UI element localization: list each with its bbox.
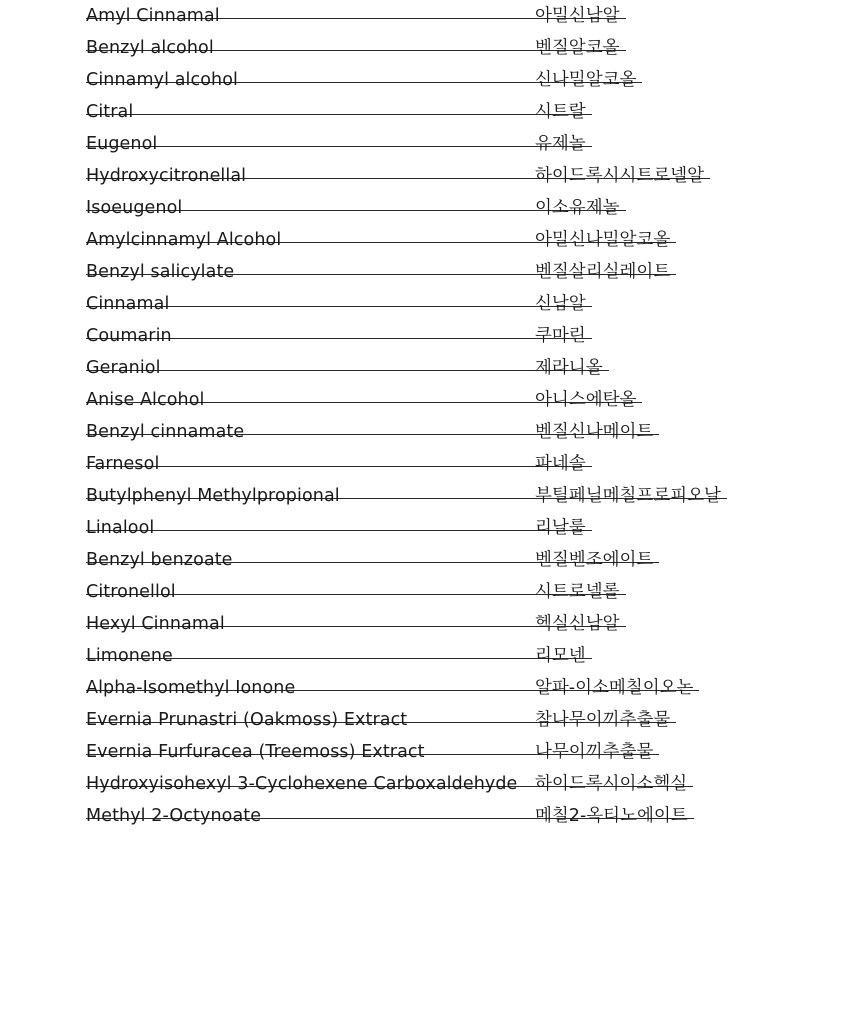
ingredient-row — [0, 352, 860, 384]
ingredient-row — [0, 448, 860, 480]
ingredient-english-name: Hexyl Cinnamal — [86, 614, 225, 634]
ingredient-korean-name: 부틸페닐메칠프로피오날 — [535, 486, 721, 506]
ingredient-english-name: Citral — [86, 102, 134, 122]
ingredient-row — [0, 256, 860, 288]
ingredient-korean-name: 하이드록시시트로넬알 — [535, 166, 705, 186]
ingredient-row — [0, 288, 860, 320]
ingredient-korean-name: 쿠마린 — [535, 326, 586, 346]
ingredient-row — [0, 64, 860, 96]
ingredient-english-name: Amyl Cinnamal — [86, 6, 220, 26]
ingredient-korean-name: 헥실신남알 — [535, 614, 620, 634]
ingredient-korean-name: 벤질알코올 — [535, 38, 620, 58]
ingredient-korean-name: 아밀신나밀알코올 — [535, 230, 671, 250]
strikethrough-line — [86, 370, 609, 371]
ingredient-row — [0, 0, 860, 32]
ingredient-row — [0, 224, 860, 256]
ingredient-korean-name: 나무이끼추출물 — [535, 742, 654, 762]
ingredient-english-name: Cinnamal — [86, 294, 170, 314]
ingredient-row — [0, 320, 860, 352]
strikethrough-line — [86, 114, 592, 115]
ingredient-row — [0, 416, 860, 448]
ingredient-korean-name: 메칠2-옥티노에이트 — [535, 806, 688, 826]
ingredient-row — [0, 640, 860, 672]
ingredient-row — [0, 128, 860, 160]
ingredient-english-name: Citronellol — [86, 582, 176, 602]
ingredient-english-name: Methyl 2-Octynoate — [86, 806, 262, 826]
ingredient-row — [0, 192, 860, 224]
ingredient-row — [0, 512, 860, 544]
ingredient-english-name: Farnesol — [86, 454, 160, 474]
ingredient-english-name: Coumarin — [86, 326, 172, 346]
ingredient-korean-name: 알파-이소메칠이오논 — [535, 678, 694, 698]
ingredient-english-name: Benzyl cinnamate — [86, 422, 245, 442]
ingredient-row — [0, 480, 860, 512]
ingredient-english-name: Alpha-Isomethyl Ionone — [86, 678, 296, 698]
ingredient-korean-name: 시트로넬롤 — [535, 582, 620, 602]
ingredient-korean-name: 파네솔 — [535, 454, 586, 474]
ingredient-row — [0, 160, 860, 192]
ingredient-korean-name: 벤질벤조에이트 — [535, 550, 654, 570]
ingredient-english-name: Geraniol — [86, 358, 161, 378]
ingredient-english-name: Cinnamyl alcohol — [86, 70, 238, 90]
ingredient-row — [0, 384, 860, 416]
ingredient-row — [0, 672, 860, 704]
ingredient-korean-name: 제라니올 — [535, 358, 603, 378]
ingredient-english-name: Linalool — [86, 518, 155, 538]
ingredient-english-name: Benzyl benzoate — [86, 550, 233, 570]
ingredient-english-name: Limonene — [86, 646, 173, 666]
ingredient-row — [0, 96, 860, 128]
ingredient-row — [0, 32, 860, 64]
ingredient-english-name: Hydroxyisohexyl 3-Cyclohexene Carboxaldehyde — [86, 774, 518, 794]
ingredient-korean-name: 시트랄 — [535, 102, 586, 122]
ingredient-korean-name: 벤질살리실레이트 — [535, 262, 671, 282]
ingredient-korean-name: 아니스에탄올 — [535, 390, 637, 410]
ingredient-english-name: Benzyl salicylate — [86, 262, 235, 282]
ingredient-row — [0, 544, 860, 576]
ingredient-english-name: Isoeugenol — [86, 198, 183, 218]
ingredient-korean-name: 이소유제놀 — [535, 198, 620, 218]
ingredient-english-name: Benzyl alcohol — [86, 38, 214, 58]
ingredient-english-name: Butylphenyl Methylpropional — [86, 486, 340, 506]
ingredient-row — [0, 608, 860, 640]
ingredient-row — [0, 800, 860, 832]
ingredient-korean-name: 벤질신나메이트 — [535, 422, 654, 442]
ingredient-korean-name: 신나밀알코올 — [535, 70, 637, 90]
ingredient-english-name: Evernia Prunastri (Oakmoss) Extract — [86, 710, 408, 730]
ingredient-korean-name: 리모넨 — [535, 646, 586, 666]
strikethrough-line — [86, 146, 592, 147]
strikethrough-line — [86, 466, 592, 467]
ingredient-english-name: Eugenol — [86, 134, 158, 154]
strikethrough-line — [86, 530, 592, 531]
ingredient-english-name: Hydroxycitronellal — [86, 166, 247, 186]
ingredient-korean-name: 리날룰 — [535, 518, 586, 538]
ingredient-korean-name: 신남알 — [535, 294, 586, 314]
ingredient-row — [0, 704, 860, 736]
ingredient-korean-name: 아밀신남알 — [535, 6, 620, 26]
ingredient-english-name: Evernia Furfuracea (Treemoss) Extract — [86, 742, 425, 762]
ingredient-row — [0, 576, 860, 608]
ingredient-row — [0, 736, 860, 768]
ingredient-korean-name: 참나무이끼추출물 — [535, 710, 671, 730]
ingredient-korean-name: 유제놀 — [535, 134, 586, 154]
ingredient-english-name: Amylcinnamyl Alcohol — [86, 230, 282, 250]
ingredient-row — [0, 768, 860, 800]
ingredient-korean-name: 하이드록시이소헥실 — [535, 774, 688, 794]
ingredient-english-name: Anise Alcohol — [86, 390, 205, 410]
